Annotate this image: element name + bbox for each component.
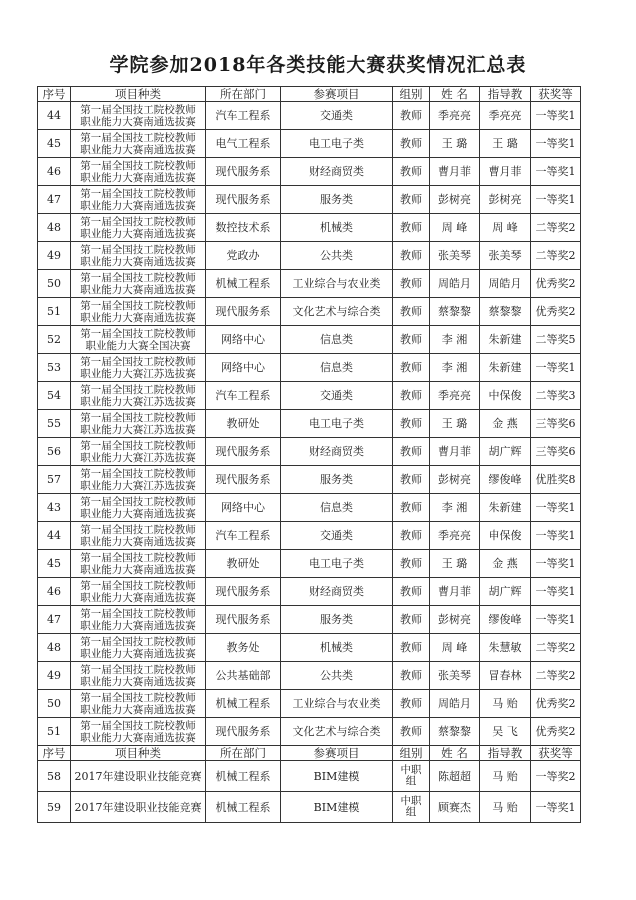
cell-department: 现代服务系 [206, 718, 281, 746]
project-line-1: 第一届全国技工院校教师 [80, 495, 196, 508]
cell-name: 王 璐 [430, 550, 480, 578]
cell-award: 二等奖2 [531, 242, 581, 270]
cell-event: 交通类 [281, 522, 393, 550]
cell-teacher: 朱慧敏 [480, 634, 531, 662]
column-header: 获奖等 [531, 87, 581, 102]
cell-name: 蔡黎黎 [430, 298, 480, 326]
cell-project: 2017年建设职业技能竞赛 [71, 761, 206, 792]
cell-event: 文化艺术与综合类 [281, 298, 393, 326]
cell-project [71, 158, 206, 186]
cell-department: 汽车工程系 [206, 102, 281, 130]
cell-name: 蔡黎黎 [430, 718, 480, 746]
cell-no: 56 [38, 438, 71, 466]
page-title: 学院参加2018年各类技能大赛获奖情况汇总表 [109, 54, 527, 76]
column-header: 序号 [38, 87, 71, 102]
cell-department: 网络中心 [206, 354, 281, 382]
cell-project [71, 494, 206, 522]
cell-no: 43 [38, 494, 71, 522]
cell-name: 彭树亮 [430, 466, 480, 494]
cell-group: 教师 [393, 606, 430, 634]
table-row [38, 550, 581, 578]
cell-teacher: 缪俊峰 [480, 606, 531, 634]
table-row [38, 792, 581, 823]
cell-name: 季亮亮 [430, 382, 480, 410]
cell-award: 二等奖5 [531, 326, 581, 354]
project-line-1: 第一届全国技工院校教师 [80, 551, 196, 564]
cell-project [71, 102, 206, 130]
cell-group: 教师 [393, 438, 430, 466]
cell-no: 47 [38, 606, 71, 634]
project-line-1: 第一届全国技工院校教师 [80, 411, 196, 424]
cell-department: 公共基础部 [206, 662, 281, 690]
cell-name: 张美琴 [430, 242, 480, 270]
column-header: 项目种类 [71, 87, 206, 102]
cell-no: 58 [38, 761, 71, 792]
project-line-1: 第一届全国技工院校教师 [80, 187, 196, 200]
table-row [38, 718, 581, 746]
cell-name: 曹月菲 [430, 158, 480, 186]
cell-name: 张美琴 [430, 662, 480, 690]
cell-department: 现代服务系 [206, 158, 281, 186]
cell-event: 电工电子类 [281, 550, 393, 578]
cell-no: 53 [38, 354, 71, 382]
cell-event: 机械类 [281, 214, 393, 242]
cell-event: 工业综合与农业类 [281, 690, 393, 718]
cell-department: 现代服务系 [206, 298, 281, 326]
table-row [38, 326, 581, 354]
cell-teacher: 王 璐 [480, 130, 531, 158]
cell-project [71, 634, 206, 662]
cell-name: 周 峰 [430, 634, 480, 662]
cell-name: 周皓月 [430, 270, 480, 298]
cell-teacher: 胡广辉 [480, 438, 531, 466]
cell-project: 2017年建设职业技能竞赛 [71, 792, 206, 823]
cell-project [71, 550, 206, 578]
cell-group: 教师 [393, 578, 430, 606]
cell-no: 55 [38, 410, 71, 438]
cell-no: 48 [38, 634, 71, 662]
cell-no: 46 [38, 158, 71, 186]
cell-award: 一等奖1 [531, 578, 581, 606]
project-line-2: 职业能力大赛南通选拔赛 [80, 703, 196, 716]
cell-group: 教师 [393, 354, 430, 382]
project-line-1: 第一届全国技工院校教师 [80, 607, 196, 620]
project-line-2: 职业能力大赛江苏选拔赛 [80, 367, 196, 380]
cell-teacher: 周 峰 [480, 214, 531, 242]
cell-department: 机械工程系 [206, 270, 281, 298]
cell-department: 汽车工程系 [206, 522, 281, 550]
cell-teacher: 朱新建 [480, 494, 531, 522]
column-header: 指导教 [480, 87, 531, 102]
cell-department: 网络中心 [206, 494, 281, 522]
column-header: 所在部门 [206, 746, 281, 761]
cell-award: 一等奖1 [531, 606, 581, 634]
cell-department: 数控技术系 [206, 214, 281, 242]
cell-group [393, 761, 430, 792]
cell-no: 49 [38, 242, 71, 270]
project-line-2: 职业能力大赛南通选拔赛 [80, 115, 196, 128]
cell-department: 现代服务系 [206, 578, 281, 606]
cell-event: 财经商贸类 [281, 438, 393, 466]
cell-teacher: 季亮亮 [480, 102, 531, 130]
cell-project [71, 438, 206, 466]
cell-no: 46 [38, 578, 71, 606]
cell-group: 教师 [393, 494, 430, 522]
table-row [38, 102, 581, 130]
project-line-2: 职业能力大赛江苏选拔赛 [80, 451, 196, 464]
project-line-2: 职业能力大赛南通选拔赛 [80, 619, 196, 632]
project-line-1: 第一届全国技工院校教师 [80, 691, 196, 704]
cell-group: 教师 [393, 214, 430, 242]
project-line-1: 第一届全国技工院校教师 [80, 467, 196, 480]
cell-group: 教师 [393, 410, 430, 438]
cell-teacher: 张美琴 [480, 242, 531, 270]
cell-event: 交通类 [281, 382, 393, 410]
cell-project [71, 606, 206, 634]
cell-group: 教师 [393, 326, 430, 354]
cell-project [71, 410, 206, 438]
table-row [38, 522, 581, 550]
group-line-1: 中职 [400, 795, 422, 807]
cell-teacher: 冒春林 [480, 662, 531, 690]
cell-teacher: 吴 飞 [480, 718, 531, 746]
cell-award: 一等奖1 [531, 102, 581, 130]
cell-no: 50 [38, 690, 71, 718]
project-line-1: 第一届全国技工院校教师 [80, 635, 196, 648]
table-row [38, 130, 581, 158]
column-header: 参赛项目 [281, 87, 393, 102]
column-header: 参赛项目 [281, 746, 393, 761]
cell-award: 二等奖3 [531, 382, 581, 410]
cell-award: 优秀奖2 [531, 690, 581, 718]
cell-award: 优秀奖2 [531, 270, 581, 298]
project-line-1: 第一届全国技工院校教师 [80, 299, 196, 312]
cell-project [71, 662, 206, 690]
cell-name: 李 湘 [430, 354, 480, 382]
project-line-1: 第一届全国技工院校教师 [80, 663, 196, 676]
cell-award: 一等奖1 [531, 522, 581, 550]
cell-department: 教研处 [206, 410, 281, 438]
cell-project [71, 354, 206, 382]
cell-group: 教师 [393, 466, 430, 494]
cell-group: 教师 [393, 662, 430, 690]
cell-no: 51 [38, 718, 71, 746]
cell-teacher: 周皓月 [480, 270, 531, 298]
cell-name: 陈超超 [430, 761, 480, 792]
cell-teacher: 蔡黎黎 [480, 298, 531, 326]
cell-teacher: 彭树亮 [480, 186, 531, 214]
project-line-2: 职业能力大赛南通选拔赛 [80, 311, 196, 324]
cell-project [71, 578, 206, 606]
cell-teacher: 中保俊 [480, 382, 531, 410]
cell-award: 一等奖2 [531, 761, 581, 792]
cell-teacher: 朱新建 [480, 326, 531, 354]
cell-award: 一等奖1 [531, 130, 581, 158]
table-row [38, 158, 581, 186]
column-header: 姓 名 [430, 87, 480, 102]
project-line-2: 职业能力大赛南通选拔赛 [80, 731, 196, 744]
cell-name: 彭树亮 [430, 606, 480, 634]
cell-project [71, 270, 206, 298]
cell-name: 周皓月 [430, 690, 480, 718]
cell-name: 季亮亮 [430, 102, 480, 130]
cell-award: 优胜奖8 [531, 466, 581, 494]
cell-name: 顾赛杰 [430, 792, 480, 823]
cell-no: 47 [38, 186, 71, 214]
cell-event: 机械类 [281, 634, 393, 662]
cell-event: 公共类 [281, 662, 393, 690]
cell-name: 李 湘 [430, 326, 480, 354]
cell-event: 电工电子类 [281, 410, 393, 438]
cell-group: 教师 [393, 130, 430, 158]
cell-name: 彭树亮 [430, 186, 480, 214]
cell-group: 教师 [393, 270, 430, 298]
cell-no: 59 [38, 792, 71, 823]
project-line-1: 第一届全国技工院校教师 [80, 103, 196, 116]
cell-project [71, 466, 206, 494]
cell-teacher: 缪俊峰 [480, 466, 531, 494]
column-header: 姓 名 [430, 746, 480, 761]
cell-group: 教师 [393, 298, 430, 326]
cell-group: 教师 [393, 522, 430, 550]
column-header: 序号 [38, 746, 71, 761]
column-header: 指导教 [480, 746, 531, 761]
table-row [38, 298, 581, 326]
cell-event: 交通类 [281, 102, 393, 130]
cell-no: 45 [38, 130, 71, 158]
project-line-2: 职业能力大赛南通选拔赛 [80, 143, 196, 156]
cell-department: 机械工程系 [206, 690, 281, 718]
cell-teacher: 马 贻 [480, 690, 531, 718]
column-header: 组别 [393, 87, 430, 102]
cell-department: 教务处 [206, 634, 281, 662]
cell-project [71, 186, 206, 214]
project-line-1: 第一届全国技工院校教师 [80, 355, 196, 368]
table-row [38, 578, 581, 606]
project-line-1: 第一届全国技工院校教师 [80, 719, 196, 732]
project-line-2: 职业能力大赛江苏选拔赛 [80, 395, 196, 408]
cell-award: 优秀奖2 [531, 718, 581, 746]
cell-name: 季亮亮 [430, 522, 480, 550]
cell-award: 一等奖1 [531, 354, 581, 382]
project-line-2: 职业能力大赛南通选拔赛 [80, 647, 196, 660]
project-line-2: 职业能力大赛南通选拔赛 [80, 227, 196, 240]
cell-no: 51 [38, 298, 71, 326]
awards-table [37, 86, 581, 823]
cell-no: 48 [38, 214, 71, 242]
cell-event: 电工电子类 [281, 130, 393, 158]
cell-name: 曹月菲 [430, 578, 480, 606]
cell-event: 财经商贸类 [281, 158, 393, 186]
cell-department: 电气工程系 [206, 130, 281, 158]
project-line-1: 第一届全国技工院校教师 [80, 131, 196, 144]
cell-teacher: 金 燕 [480, 410, 531, 438]
project-line-1: 第一届全国技工院校教师 [80, 523, 196, 536]
cell-teacher: 胡广辉 [480, 578, 531, 606]
table-row [38, 438, 581, 466]
table-row [38, 270, 581, 298]
group-line-1: 中职 [400, 764, 422, 776]
project-line-2: 职业能力大赛江苏选拔赛 [80, 423, 196, 436]
cell-group: 教师 [393, 634, 430, 662]
project-line-2: 职业能力大赛南通选拔赛 [80, 171, 196, 184]
project-line-2: 职业能力大赛南通选拔赛 [80, 675, 196, 688]
cell-project [71, 690, 206, 718]
table-row [38, 410, 581, 438]
cell-project [71, 214, 206, 242]
cell-award: 一等奖1 [531, 158, 581, 186]
cell-name: 王 璐 [430, 130, 480, 158]
cell-department: 汽车工程系 [206, 382, 281, 410]
cell-group: 教师 [393, 690, 430, 718]
project-line-1: 第一届全国技工院校教师 [80, 271, 196, 284]
cell-project [71, 298, 206, 326]
cell-group: 教师 [393, 186, 430, 214]
cell-name: 曹月菲 [430, 438, 480, 466]
group-line-2: 组 [405, 775, 417, 787]
cell-name: 李 湘 [430, 494, 480, 522]
column-header: 组别 [393, 746, 430, 761]
table-header [38, 87, 581, 102]
cell-department: 机械工程系 [206, 761, 281, 792]
table-row [38, 662, 581, 690]
cell-no: 44 [38, 102, 71, 130]
cell-event: 公共类 [281, 242, 393, 270]
table-row [38, 242, 581, 270]
cell-event: 信息类 [281, 326, 393, 354]
project-line-2: 职业能力大赛江苏选拔赛 [80, 479, 196, 492]
table-row [38, 466, 581, 494]
column-header: 所在部门 [206, 87, 281, 102]
cell-event: 服务类 [281, 606, 393, 634]
table-row [38, 494, 581, 522]
cell-event: 工业综合与农业类 [281, 270, 393, 298]
cell-name: 周 峰 [430, 214, 480, 242]
project-line-2: 职业能力大赛南通选拔赛 [80, 591, 196, 604]
project-line-2: 职业能力大赛南通选拔赛 [80, 563, 196, 576]
cell-award: 一等奖1 [531, 186, 581, 214]
cell-no: 50 [38, 270, 71, 298]
project-line-1: 第一届全国技工院校教师 [80, 243, 196, 256]
cell-project [71, 130, 206, 158]
table-row [38, 761, 581, 792]
column-header: 项目种类 [71, 746, 206, 761]
cell-department: 机械工程系 [206, 792, 281, 823]
cell-department: 现代服务系 [206, 466, 281, 494]
group-line-2: 组 [405, 806, 417, 818]
cell-event: 信息类 [281, 354, 393, 382]
cell-teacher: 马 贻 [480, 792, 531, 823]
project-line-2: 职业能力大赛南通选拔赛 [80, 199, 196, 212]
table-row [38, 690, 581, 718]
cell-no: 57 [38, 466, 71, 494]
project-line-1: 第一届全国技工院校教师 [80, 439, 196, 452]
project-line-1: 第一届全国技工院校教师 [80, 327, 196, 340]
table-row [38, 214, 581, 242]
cell-group: 教师 [393, 382, 430, 410]
table-row [38, 606, 581, 634]
cell-no: 54 [38, 382, 71, 410]
cell-teacher: 马 贻 [480, 761, 531, 792]
cell-award: 二等奖2 [531, 634, 581, 662]
cell-department: 现代服务系 [206, 186, 281, 214]
cell-award: 二等奖2 [531, 214, 581, 242]
project-line-1: 第一届全国技工院校教师 [80, 215, 196, 228]
cell-group: 教师 [393, 550, 430, 578]
cell-group: 教师 [393, 102, 430, 130]
cell-event: 服务类 [281, 186, 393, 214]
cell-group [393, 792, 430, 823]
cell-award: 二等奖2 [531, 662, 581, 690]
cell-department: 现代服务系 [206, 606, 281, 634]
cell-department: 网络中心 [206, 326, 281, 354]
cell-teacher: 金 燕 [480, 550, 531, 578]
cell-award: 一等奖1 [531, 792, 581, 823]
cell-no: 45 [38, 550, 71, 578]
column-header: 获奖等 [531, 746, 581, 761]
cell-no: 44 [38, 522, 71, 550]
cell-teacher: 申保俊 [480, 522, 531, 550]
cell-project [71, 326, 206, 354]
cell-project [71, 718, 206, 746]
cell-project [71, 522, 206, 550]
cell-event: BIM建模 [281, 761, 393, 792]
cell-no: 52 [38, 326, 71, 354]
project-line-1: 第一届全国技工院校教师 [80, 159, 196, 172]
cell-event: BIM建模 [281, 792, 393, 823]
cell-no: 49 [38, 662, 71, 690]
cell-department: 现代服务系 [206, 438, 281, 466]
cell-event: 文化艺术与综合类 [281, 718, 393, 746]
table-row [38, 634, 581, 662]
project-line-1: 第一届全国技工院校教师 [80, 383, 196, 396]
cell-group: 教师 [393, 718, 430, 746]
table-row [38, 186, 581, 214]
cell-award: 一等奖1 [531, 494, 581, 522]
cell-group: 教师 [393, 242, 430, 270]
cell-department: 教研处 [206, 550, 281, 578]
project-line-2: 职业能力大赛南通选拔赛 [80, 255, 196, 268]
project-line-2: 职业能力大赛南通选拔赛 [80, 535, 196, 548]
table-row [38, 354, 581, 382]
table-header [38, 746, 581, 761]
cell-award: 优秀奖2 [531, 298, 581, 326]
project-line-2: 职业能力大赛南通选拔赛 [80, 507, 196, 520]
table-row [38, 382, 581, 410]
cell-award: 三等奖6 [531, 410, 581, 438]
project-line-2: 职业能力大赛全国决赛 [85, 339, 191, 352]
cell-event: 财经商贸类 [281, 578, 393, 606]
project-line-2: 职业能力大赛南通选拔赛 [80, 283, 196, 296]
cell-teacher: 曹月菲 [480, 158, 531, 186]
cell-name: 王 璐 [430, 410, 480, 438]
cell-teacher: 朱新建 [480, 354, 531, 382]
cell-event: 服务类 [281, 466, 393, 494]
cell-department: 党政办 [206, 242, 281, 270]
cell-project [71, 242, 206, 270]
cell-award: 三等奖6 [531, 438, 581, 466]
cell-event: 信息类 [281, 494, 393, 522]
cell-project [71, 382, 206, 410]
project-line-1: 第一届全国技工院校教师 [80, 579, 196, 592]
cell-award: 一等奖1 [531, 550, 581, 578]
cell-group: 教师 [393, 158, 430, 186]
